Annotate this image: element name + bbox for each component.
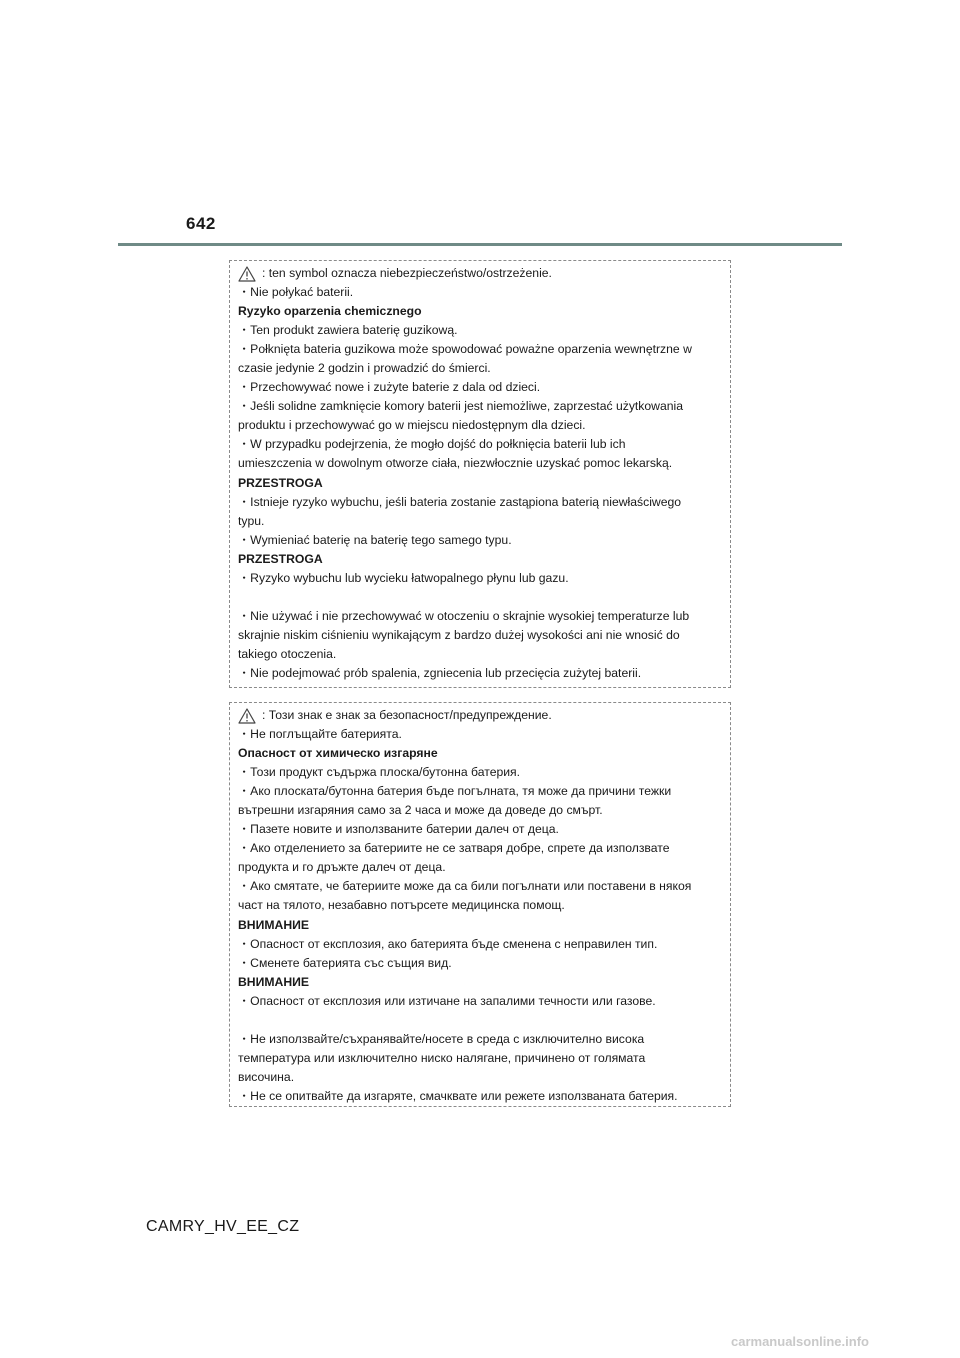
header-divider (118, 243, 842, 246)
warning-box-bulgarian (229, 702, 731, 1107)
blank-line (238, 588, 730, 607)
text-line: ・Nie używać i nie przechowywać w otoczeniu o skrajnie wysokiej temperaturze lub (238, 608, 690, 623)
text-line: ・Ако плоската/бутонна батерия бъде погълната, тя може да причини тежки (238, 784, 672, 799)
text-line: skrajnie niskim ciśnieniu wynikającym z bardzo dużej wysokości ani nie wnosić do (238, 627, 680, 642)
text-line: част на тялото, незабавно потърсете медицинска помощ. (238, 898, 565, 913)
warning-symbol-text: : ten symbol oznacza niebezpieczeństwo/ostrzeżenie. (262, 266, 552, 281)
text-line: czasie jedynie 2 godzin i prowadzić do śmierci. (238, 361, 491, 376)
warning-symbol-line (238, 264, 730, 283)
text-line: ・Ако отделението за батериите не се затваря добре, спрете да използвате (238, 841, 670, 856)
text-line: ・Wymieniać baterię na baterię tego samego typu. (238, 532, 512, 547)
text-line: височина. (238, 1069, 295, 1084)
text-line: takiego otoczenia. (238, 646, 337, 661)
text-line: ・Jeśli solidne zamknięcie komory baterii jest niemożliwe, zaprzestać użytkowania (238, 399, 684, 414)
text-line: ・Пазете новите и използваните батерии далеч от деца. (238, 822, 559, 837)
footer-model-code: CAMRY_HV_EE_CZ (146, 1218, 300, 1235)
text-line: ・Istnieje ryzyko wybuchu, jeśli bateria zostanie zastąpiona baterią niewłaściwego (238, 494, 682, 509)
text-line: ・W przypadku podejrzenia, że mogło dojść do połknięcia baterii lub ich (238, 437, 626, 452)
warning-triangle-icon (238, 708, 256, 724)
page-number: 642 (186, 214, 216, 233)
text-line: ・Опасност от експлозия, ако батерията бъде сменена с неправилен тип. (238, 936, 658, 951)
warning-symbol-line (238, 706, 730, 725)
section-heading: PRZESTROGA (238, 551, 323, 566)
text-line: ・Не се опитвайте да изгаряте, смачквате или режете използваната батерия. (238, 1088, 678, 1103)
text-line: ・Przechowywać nowe i zużyte baterie z dala od dzieci. (238, 380, 541, 395)
section-heading: Ryzyko oparzenia chemicznego (238, 304, 422, 319)
section-heading: Опасност от химическо изгаряне (238, 746, 438, 761)
watermark: carmanualsonline.info (731, 1334, 869, 1349)
text-line: продукта и го дръжте далеч от деца. (238, 860, 446, 875)
text-line: ・Połknięta bateria guzikowa może spowodować poważne oparzenia wewnętrzne w (238, 342, 692, 357)
text-line: umieszczenia w dowolnym otworze ciała, niezwłocznie uzyskać pomoc lekarską. (238, 456, 673, 471)
blank-line (238, 1011, 730, 1030)
section-heading: ВНИМАНИЕ (238, 974, 310, 989)
warning-symbol-text: : Този знак е знак за безопасност/предупреждение. (262, 708, 552, 723)
text-line: ・Ten produkt zawiera baterię guzikową. (238, 323, 458, 338)
text-line: вътрешни изгаряния само за 2 часа и може да доведе до смърт. (238, 803, 603, 818)
text-line: ・Сменете батерията със същия вид. (238, 955, 452, 970)
text-line: ・Не поглъщайте батерията. (238, 727, 402, 742)
text-line: ・Nie podejmować prób spalenia, zgniecenia lub przecięcia zużytej baterii. (238, 665, 642, 680)
text-line: ・Опасност от експлозия или изтичане на запалими течности или газове. (238, 993, 656, 1008)
warning-box-polish (229, 260, 731, 688)
text-line: ・Ryzyko wybuchu lub wycieku łatwopalnego płynu lub gazu. (238, 570, 569, 585)
text-line: typu. (238, 513, 265, 528)
text-line: температура или изключително ниско налягане, причинено от голямата (238, 1050, 646, 1065)
text-line: ・Този продукт съдържа плоска/бутонна батерия. (238, 765, 521, 780)
text-line: ・Не използвайте/съхранявайте/носете в среда с изключително висока (238, 1031, 645, 1046)
section-heading: ВНИМАНИЕ (238, 917, 310, 932)
warning-triangle-icon (238, 266, 256, 282)
section-heading: PRZESTROGA (238, 475, 323, 490)
text-line: ・Nie połykać baterii. (238, 285, 354, 300)
text-line: ・Ако смятате, че батериите може да са били погълнати или поставени в някоя (238, 879, 692, 894)
text-line: produktu i przechowywać go w miejscu niedostępnym dla dzieci. (238, 418, 586, 433)
